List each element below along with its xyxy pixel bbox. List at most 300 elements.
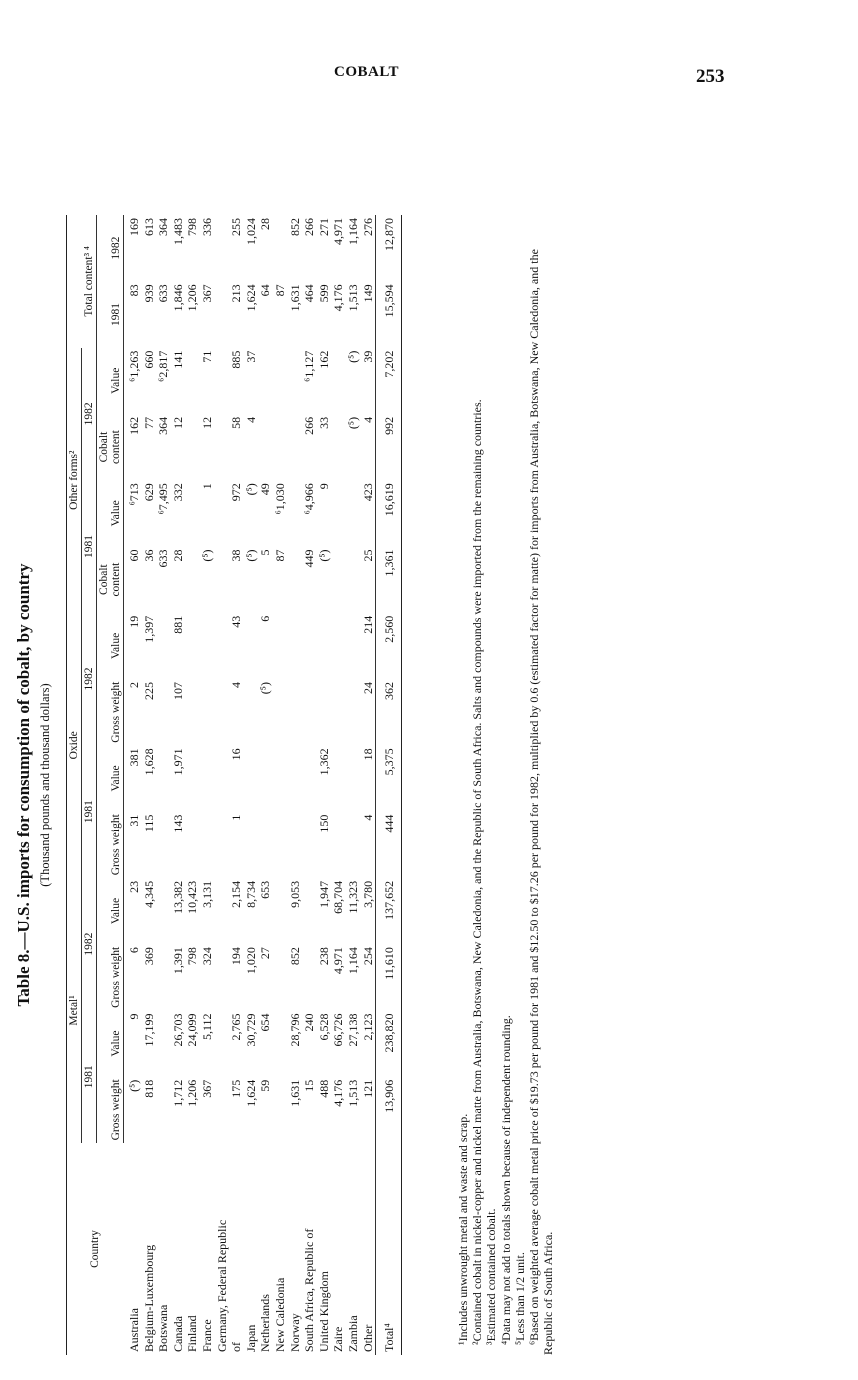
value-cell (302, 878, 317, 944)
country-cell: Australia (126, 1308, 141, 1352)
value-cell (215, 679, 230, 745)
value-cell: 1,206 (185, 284, 200, 312)
table-row (171, 215, 186, 1355)
value-cell: 5,375 (376, 745, 402, 811)
value-cell: 25 (360, 549, 375, 562)
value-cell: (⁵) (345, 416, 360, 430)
value-cell: 633 (156, 549, 171, 568)
value-cell: 9 (316, 483, 331, 490)
rotated-table-block (14, 215, 556, 1355)
value-cell: 1,362 (316, 748, 331, 776)
table-row (200, 215, 215, 1355)
value-cell: 939 (141, 284, 156, 303)
value-cell: 271 (316, 218, 331, 236)
value-cell: 194 (229, 947, 244, 966)
value-cell: 12,870 (376, 215, 402, 281)
metal-header: Metal¹ (67, 878, 82, 1143)
value-cell (185, 745, 200, 811)
value-cell (346, 613, 361, 679)
value-cell (200, 812, 215, 878)
value-cell: 367 (199, 284, 214, 303)
value-cell (156, 812, 171, 878)
value-cell: 33 (316, 416, 331, 429)
value-cell: 1,712 (170, 1079, 185, 1107)
value-cell: 1,947 (316, 880, 331, 908)
value-cell: 66,726 (331, 1013, 346, 1047)
value-cell: 1,361 (376, 546, 402, 612)
value-cell (302, 745, 317, 811)
country-cell: Zaire (331, 1326, 346, 1352)
value-cell (302, 679, 317, 745)
value-cell (273, 944, 288, 1010)
value-cell: 381 (127, 748, 141, 767)
value-cell: 43 (229, 615, 244, 628)
value-cell: 87 (272, 549, 287, 562)
value-cell (200, 745, 215, 811)
value-cell: 28,796 (287, 1013, 302, 1047)
value-cell: ⁶2,817 (156, 350, 171, 382)
value-cell: 4 (243, 416, 258, 423)
column-header: Value (97, 613, 124, 679)
value-cell: 71 (199, 350, 214, 363)
value-cell: 1,631 (287, 284, 302, 312)
country-cell: New Caledonia (272, 1277, 287, 1352)
country-cell: Finland (185, 1315, 200, 1352)
value-cell: ⁶7,495 (156, 483, 171, 515)
value-cell (156, 745, 171, 811)
value-cell: 324 (199, 947, 214, 966)
value-cell: 488 (316, 1079, 331, 1098)
value-cell: 15,594 (376, 281, 402, 347)
value-cell (185, 480, 200, 546)
value-cell (215, 745, 230, 811)
value-cell: 1,024 (243, 218, 258, 245)
value-cell: 4,176 (331, 1079, 346, 1107)
value-cell: 266 (302, 416, 317, 435)
value-cell: 852 (287, 218, 302, 236)
value-cell: 1,631 (287, 1079, 302, 1107)
footnote: ²Contained cobalt in nickel-copper and nickel matte from Australia, Botswana, New Caledonia, and the Republic of South Africa. Salts and compounds were imported from the remaining countries. (470, 399, 485, 1345)
column-header: 1982 (97, 215, 124, 281)
table-row (258, 215, 273, 1355)
value-cell (273, 745, 288, 811)
column-header: Value (97, 348, 124, 414)
value-cell: 629 (141, 483, 156, 502)
value-cell: 9,053 (287, 880, 302, 908)
value-cell: 19 (127, 615, 141, 628)
value-cell (331, 546, 346, 612)
value-cell: 1,624 (243, 1079, 258, 1107)
value-cell: 4 (360, 814, 375, 821)
value-cell (156, 613, 171, 679)
value-cell: 162 (127, 416, 141, 435)
value-cell: 12 (199, 416, 214, 429)
table-row (331, 215, 346, 1355)
value-cell (288, 613, 303, 679)
value-cell: 336 (199, 218, 214, 236)
value-cell (215, 1077, 230, 1143)
value-cell (288, 546, 303, 612)
value-cell: 881 (170, 615, 185, 634)
column-header: Gross weight (97, 944, 124, 1010)
value-cell: 1,164 (345, 947, 360, 975)
imports-table (66, 215, 402, 1355)
value-cell: 27,138 (345, 1013, 360, 1047)
other-forms-header: Other forms² (67, 348, 82, 613)
value-cell: 6 (258, 615, 273, 622)
value-cell: 9 (127, 1013, 141, 1020)
value-cell (288, 348, 303, 414)
value-cell: ⁶1,030 (272, 483, 287, 515)
value-cell (156, 944, 171, 1010)
value-cell (288, 745, 303, 811)
table-subtitle: (Thousand pounds and thousand dollars) (38, 683, 52, 887)
value-cell: 4,176 (331, 284, 346, 312)
value-cell (215, 281, 230, 347)
value-cell: 1,391 (170, 947, 185, 975)
table-row (124, 215, 142, 1355)
value-cell: 37 (243, 350, 258, 363)
value-cell: 83 (127, 284, 141, 297)
value-cell (346, 679, 361, 745)
value-cell (156, 679, 171, 745)
value-cell: 15 (302, 1079, 317, 1092)
column-header: Cobalt content (97, 546, 124, 612)
table-title: Table 8.—U.S. imports for consumption of cobalt, by country (14, 563, 33, 1007)
value-cell (331, 348, 346, 414)
value-cell: 213 (229, 284, 244, 303)
value-cell (273, 414, 288, 480)
year-header: 1981 (82, 745, 97, 878)
column-header: Value (97, 1010, 124, 1076)
value-cell (244, 745, 259, 811)
value-cell (258, 812, 273, 878)
value-cell: 6 (127, 947, 141, 954)
value-cell: 1,846 (170, 284, 185, 312)
value-cell: 68,704 (331, 880, 346, 914)
country-header: Country (67, 1143, 124, 1355)
country-cell: Japan (243, 1324, 258, 1352)
value-cell: 10,423 (185, 880, 200, 914)
column-header: Gross weight (97, 1077, 124, 1143)
value-cell (215, 613, 230, 679)
footnote: ⁵Less than 1/2 unit. (512, 1252, 527, 1345)
column-header: Gross weight (97, 812, 124, 878)
value-cell (156, 1010, 171, 1076)
value-cell: 266 (302, 218, 317, 236)
value-cell (258, 348, 273, 414)
value-cell: 653 (258, 880, 273, 899)
value-cell (288, 679, 303, 745)
country-cell: France (199, 1319, 214, 1352)
value-cell: 367 (199, 1079, 214, 1098)
value-cell: (⁵) (127, 1079, 141, 1092)
value-cell (346, 812, 361, 878)
value-cell: (⁵) (258, 682, 273, 695)
value-cell: 798 (185, 218, 200, 236)
value-cell: 8,734 (243, 880, 258, 908)
value-cell (273, 1010, 288, 1076)
value-cell (317, 613, 332, 679)
value-cell (156, 1077, 171, 1143)
value-cell: 240 (302, 1013, 317, 1032)
column-header: Value (97, 878, 124, 944)
value-cell (317, 679, 332, 745)
value-cell: 798 (185, 947, 200, 966)
value-cell (273, 679, 288, 745)
value-cell (346, 546, 361, 612)
country-cell: Norway (287, 1313, 302, 1352)
page-number: 253 (696, 66, 725, 87)
value-cell: 4 (360, 416, 375, 423)
value-cell: 225 (141, 682, 156, 701)
value-cell: 115 (141, 814, 156, 833)
table-row (215, 215, 230, 1355)
value-cell (258, 745, 273, 811)
value-cell: 13,906 (376, 1077, 402, 1143)
value-cell (273, 348, 288, 414)
value-cell: 654 (258, 1013, 273, 1032)
value-cell (215, 414, 230, 480)
value-cell (273, 613, 288, 679)
value-cell: 369 (141, 947, 156, 966)
value-cell (185, 613, 200, 679)
value-cell (215, 348, 230, 414)
value-cell: 11,610 (376, 944, 402, 1010)
value-cell: 633 (156, 284, 171, 303)
country-cell: Botswana (156, 1304, 171, 1352)
value-cell: 137,652 (376, 878, 402, 944)
value-cell: 2,560 (376, 613, 402, 679)
value-cell (302, 944, 317, 1010)
year-header: 1982 (82, 878, 97, 1011)
footnote: ³Estimated contained cobalt. (484, 1208, 499, 1345)
country-cell: of (229, 1342, 244, 1352)
value-cell (215, 878, 230, 944)
value-cell: 449 (302, 549, 317, 568)
value-cell (156, 878, 171, 944)
country-cell: Other (360, 1324, 375, 1352)
value-cell: 660 (141, 350, 156, 369)
value-cell: 12 (170, 416, 185, 429)
country-cell: United Kingdom (316, 1271, 331, 1352)
value-cell: 1,397 (141, 615, 156, 643)
value-cell: 852 (287, 947, 302, 966)
footnote: ⁶Based on weighted average cobalt metal price of $19.73 per pound for 1981 and $12.50 to $17.26 per pound for 1982, multiplied by 0.6 (estimated factor for matte) for imports from Australia, Botswana, New Caledonia, and the Republic of South Africa. (527, 249, 556, 1355)
value-cell: (⁵) (243, 549, 258, 562)
value-cell: 175 (229, 1079, 244, 1098)
value-cell: (⁵) (243, 483, 258, 496)
value-cell (215, 480, 230, 546)
value-cell: 141 (170, 350, 185, 369)
value-cell: 4 (229, 682, 244, 689)
value-cell: 59 (258, 1079, 273, 1092)
value-cell: 364 (156, 416, 171, 435)
value-cell (331, 679, 346, 745)
value-cell: 4,971 (331, 947, 346, 975)
column-header: Gross weight (97, 679, 124, 745)
value-cell: 1 (199, 483, 214, 490)
value-cell: 1,513 (345, 284, 360, 312)
value-cell: 39 (360, 350, 375, 363)
value-cell: 38 (229, 549, 244, 562)
value-cell: 11,323 (345, 880, 360, 914)
value-cell: 214 (360, 615, 375, 634)
value-cell: 972 (229, 483, 244, 502)
value-cell (215, 1010, 230, 1076)
running-head: COBALT (334, 64, 399, 80)
value-cell: 1,206 (185, 1079, 200, 1107)
value-cell: 169 (127, 218, 141, 236)
country-cell: Germany, Federal Republic (214, 1219, 229, 1352)
value-cell: 1,483 (170, 218, 185, 245)
value-cell: 4,345 (141, 880, 156, 908)
value-cell: 13,382 (170, 880, 185, 914)
country-cell: Zambia (345, 1315, 360, 1352)
value-cell: 27 (258, 947, 273, 960)
value-cell (331, 414, 346, 480)
total-content-header: Total content³ ⁴ (67, 215, 97, 348)
value-cell (346, 480, 361, 546)
value-cell: (⁵) (316, 549, 331, 562)
value-cell: 162 (316, 350, 331, 369)
value-cell (331, 812, 346, 878)
value-cell: 238 (316, 947, 331, 966)
value-cell (273, 812, 288, 878)
value-cell: 17,199 (141, 1013, 156, 1047)
value-cell (302, 812, 317, 878)
value-cell (273, 215, 288, 281)
table-row (142, 215, 157, 1355)
value-cell (346, 745, 361, 811)
value-cell: 818 (141, 1079, 156, 1098)
value-cell: ⁶713 (127, 483, 141, 506)
value-cell: 255 (229, 218, 244, 236)
value-cell (331, 613, 346, 679)
value-cell (258, 414, 273, 480)
value-cell: 1,164 (345, 218, 360, 245)
value-cell (185, 414, 200, 480)
value-cell (215, 546, 230, 612)
value-cell: 3,131 (199, 880, 214, 908)
table-row (185, 215, 200, 1355)
value-cell: 16 (229, 748, 244, 761)
value-cell (288, 414, 303, 480)
country-cell: South Africa, Republic of (302, 1228, 317, 1352)
value-cell: 23 (127, 880, 141, 893)
table-row (288, 215, 303, 1355)
country-cell: Belgium-Luxembourg (141, 1244, 156, 1352)
footnote: ⁴Data may not add to totals shown because of independent rounding. (498, 1015, 513, 1345)
value-cell: 16,619 (376, 480, 402, 546)
value-cell (273, 878, 288, 944)
value-cell: 77 (141, 416, 156, 429)
value-cell: 613 (141, 218, 156, 236)
table-row (361, 215, 376, 1355)
value-cell: 1 (229, 814, 244, 821)
table-body (124, 215, 402, 1355)
value-cell: 238,820 (376, 1010, 402, 1076)
value-cell: 599 (316, 284, 331, 303)
value-cell: 60 (127, 549, 141, 562)
value-cell: 31 (127, 814, 141, 827)
value-cell: 121 (360, 1079, 375, 1098)
value-cell: 3,780 (360, 880, 375, 908)
country-cell: Canada (170, 1316, 185, 1352)
column-header: Cobalt content (97, 414, 124, 480)
value-cell: 6,528 (316, 1013, 331, 1041)
value-cell: 149 (360, 284, 375, 303)
value-cell: 992 (376, 414, 402, 480)
year-header: 1982 (82, 613, 97, 746)
value-cell: 2,123 (360, 1013, 375, 1041)
value-cell: 64 (258, 284, 273, 297)
value-cell: 885 (229, 350, 244, 369)
value-cell (273, 1077, 288, 1143)
value-cell: 423 (360, 483, 375, 502)
table-row (156, 215, 171, 1355)
value-cell: 2 (127, 682, 141, 689)
value-cell: 464 (302, 284, 317, 303)
value-cell (244, 679, 259, 745)
value-cell: 1,513 (345, 1079, 360, 1107)
value-cell (288, 480, 303, 546)
value-cell: 49 (258, 483, 273, 496)
column-header: 1981 (97, 281, 124, 347)
value-cell (185, 679, 200, 745)
value-cell: 18 (360, 748, 375, 761)
value-cell: 1,624 (243, 284, 258, 312)
value-cell (288, 812, 303, 878)
value-cell: 36 (141, 549, 156, 562)
value-cell: 1,971 (170, 748, 185, 776)
value-cell: 30,729 (243, 1013, 258, 1047)
country-cell: Total⁴ (376, 1143, 402, 1355)
table-row (302, 215, 317, 1355)
value-cell (244, 613, 259, 679)
value-cell: ⁶1,127 (302, 350, 317, 382)
value-cell (185, 812, 200, 878)
footnote: ¹Includes unwrought metal and waste and scrap. (456, 1113, 470, 1345)
value-cell (244, 812, 259, 878)
year-header: 1981 (82, 480, 97, 613)
table-row (229, 215, 244, 1355)
value-cell (331, 745, 346, 811)
value-cell: 2,765 (229, 1013, 244, 1041)
table-row (317, 215, 332, 1355)
value-cell: 1,020 (243, 947, 258, 975)
value-cell (185, 546, 200, 612)
value-cell: 444 (376, 812, 402, 878)
value-cell: 7,202 (376, 348, 402, 414)
value-cell (185, 348, 200, 414)
value-cell: ⁶4,966 (302, 483, 317, 515)
value-cell: 107 (170, 682, 185, 701)
column-header: Value (97, 480, 124, 546)
table-row (244, 215, 259, 1355)
value-cell: 2,154 (229, 880, 244, 908)
value-cell: 150 (316, 814, 331, 833)
table-row (273, 215, 288, 1355)
value-cell: 364 (156, 218, 171, 236)
value-cell: 5 (258, 549, 273, 556)
value-cell: 332 (170, 483, 185, 502)
country-cell: Netherlands (258, 1294, 273, 1352)
value-cell: ⁶1,263 (127, 350, 141, 382)
value-cell: 1,628 (141, 748, 156, 776)
year-header: 1981 (82, 1010, 97, 1143)
value-cell: 276 (360, 218, 375, 236)
